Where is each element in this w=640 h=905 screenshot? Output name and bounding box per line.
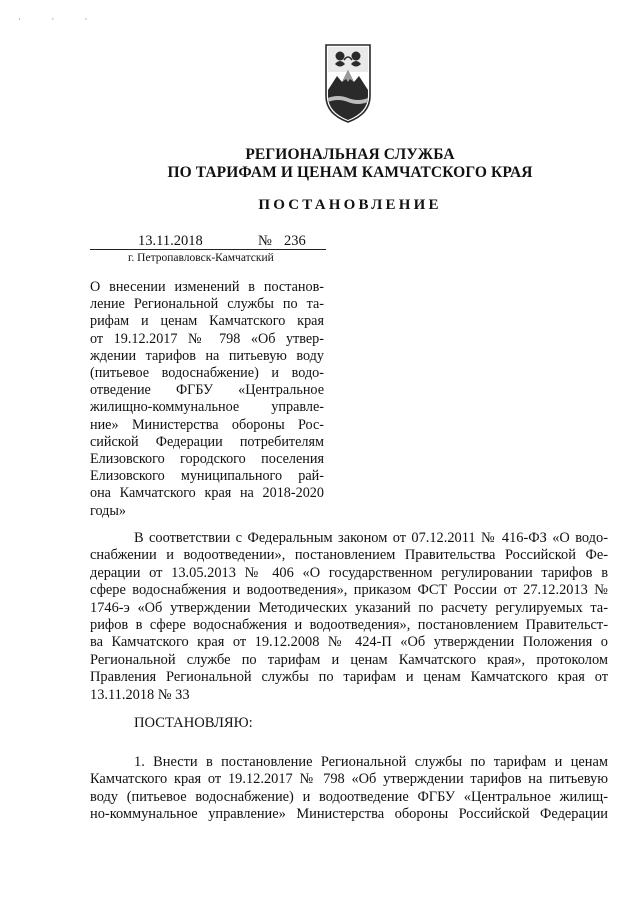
- subject-line: О внесении изменений в постанов-: [90, 279, 324, 295]
- subject-line: ние» Министерства обороны Рос-: [90, 416, 324, 433]
- subject-line: ждении тарифов на питьевую воду: [90, 347, 324, 364]
- subject-line: годы»: [90, 502, 126, 519]
- paragraph-line: дерации от 13.05.2013 № 406 «О государственном регулировании тарифов в: [90, 564, 608, 581]
- subject-line: сийской Федерации потребителям: [90, 433, 324, 450]
- clause-1-paragraph: [90, 754, 608, 824]
- resolve-heading: ПОСТАНОВЛЯЮ:: [134, 715, 253, 731]
- subject-line: ление Региональной службы по та-: [90, 296, 324, 313]
- paragraph-line: Региональной службе по тарифам и ценам Камчатского края», протоколом: [90, 651, 608, 668]
- document-type: ПОСТАНОВЛЕНИЕ: [258, 197, 442, 213]
- coat-of-arms-kamchatka-icon: [323, 42, 373, 124]
- paragraph-line: ва Камчатского края от 19.12.2008 № 424-П «Об утверждении Положения о: [90, 634, 608, 651]
- subject-line: (питьевое водоснабжение) и водо-: [90, 365, 324, 382]
- document-city: г. Петропавловск-Камчатский: [128, 252, 274, 264]
- document-date: 13.11.2018: [138, 233, 203, 249]
- subject-line: Елизовского городского поселения: [90, 451, 324, 468]
- subject-line: она Камчатского края на 2018-2020: [90, 485, 324, 502]
- paragraph-line: но-коммунальное управление» Министерства обороны Российской Федерации: [90, 806, 608, 823]
- date-underline: [90, 249, 326, 250]
- scan-marks: · · ·: [18, 14, 102, 24]
- paragraph-line: сфере водоснабжения и водоотведения», приказом ФСТ России от 27.12.2013 №: [90, 582, 608, 599]
- org-title-line1: РЕГИОНАЛЬНАЯ СЛУЖБА: [245, 146, 455, 163]
- subject-line: отведение ФГБУ «Центральное: [90, 382, 324, 399]
- org-title-line2: ПО ТАРИФАМ И ЦЕНАМ КАМЧАТСКОГО КРАЯ: [167, 164, 533, 181]
- paragraph-line: рифов в сфере водоснабжения и водоотведения», постановлением Правительст-: [90, 617, 608, 634]
- subject-line: жилищно-коммунальное управле-: [90, 399, 324, 416]
- paragraph-line: 13.11.2018 № 33: [90, 686, 190, 703]
- paragraph-line: воду (питьевое водоснабжение) и водоотведение ФГБУ «Центральное жилищ-: [90, 788, 608, 805]
- preamble-paragraph: [90, 530, 608, 704]
- paragraph-line: В соответствии с Федеральным законом от 07.12.2011 № 416-ФЗ «О водо-: [134, 530, 608, 546]
- paragraph-line: 1. Внести в постановление Региональной службы по тарифам и ценам: [134, 754, 608, 770]
- paragraph-line: Правления Региональной службы по тарифам и ценам Камчатского края от: [90, 669, 608, 686]
- number-sign: №: [258, 233, 272, 249]
- subject-line: от 19.12.2017 № 798 «Об утвер-: [90, 330, 324, 347]
- document-subject: [90, 279, 324, 520]
- paragraph-line: снабжении и водоотведении», постановлением Правительства Российской Фе-: [90, 547, 608, 564]
- paragraph-line: Камчатского края от 19.12.2017 № 798 «Об утверждении тарифов на питьевую: [90, 771, 608, 788]
- paragraph-line: 1746-э «Об утверждении Методических указаний по расчету регулируемых та-: [90, 599, 608, 616]
- document-number: 236: [284, 233, 306, 249]
- subject-line: рифам и ценам Камчатского края: [90, 313, 324, 330]
- subject-line: Елизовского муниципального рай-: [90, 468, 324, 485]
